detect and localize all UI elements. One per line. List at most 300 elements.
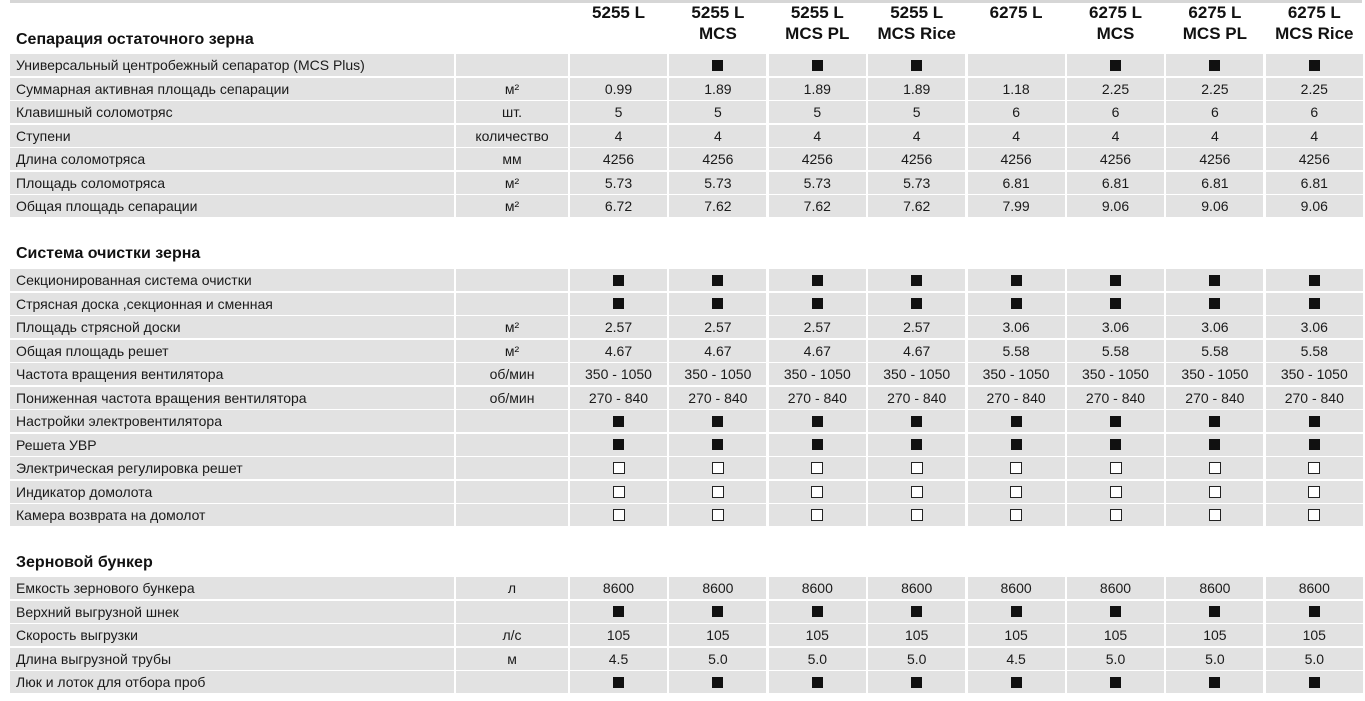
model-name-line1: 6275 L xyxy=(1188,3,1242,22)
value-cell xyxy=(868,410,965,432)
value-cell xyxy=(1166,481,1263,503)
standard-mark-icon xyxy=(1011,677,1022,688)
standard-mark-icon xyxy=(1309,677,1320,688)
value-cell xyxy=(868,54,965,76)
value-cell xyxy=(669,410,766,432)
value-cell: 4.67 xyxy=(669,340,766,362)
value-cell xyxy=(1266,269,1363,291)
value-cell: 1.89 xyxy=(669,78,766,100)
standard-mark-icon xyxy=(613,606,624,617)
row-label: Стрясная доска ,секционная и сменная xyxy=(10,293,454,315)
value-cell xyxy=(769,54,866,76)
value-cell xyxy=(968,54,1065,76)
row-label: Длина соломотряса xyxy=(10,148,454,170)
value-cell xyxy=(769,671,866,693)
model-name-line2: MCS xyxy=(699,24,737,43)
value-cell: 6.81 xyxy=(968,172,1065,194)
value-cell xyxy=(1067,457,1164,479)
value-cell: 5.73 xyxy=(868,172,965,194)
value-cell: 350 - 1050 xyxy=(1266,363,1363,385)
standard-mark-icon xyxy=(911,606,922,617)
value-cell xyxy=(570,269,667,291)
optional-mark-icon xyxy=(811,509,823,521)
value-cell xyxy=(968,504,1065,526)
table-row xyxy=(10,624,1362,646)
standard-mark-icon xyxy=(1110,416,1121,427)
standard-mark-icon xyxy=(1011,606,1022,617)
model-column-header xyxy=(1166,2,1263,44)
standard-mark-icon xyxy=(1309,60,1320,71)
value-cell: 4256 xyxy=(669,148,766,170)
row-label: Индикатор домолота xyxy=(10,481,454,503)
optional-mark-icon xyxy=(1209,486,1221,498)
model-name-line2: MCS PL xyxy=(785,24,850,43)
value-cell: 7.62 xyxy=(769,195,866,217)
value-cell xyxy=(868,601,965,623)
row-unit: м² xyxy=(456,78,568,100)
row-unit xyxy=(456,434,568,456)
value-cell xyxy=(1266,457,1363,479)
table-row xyxy=(10,101,1362,123)
value-cell: 5.73 xyxy=(769,172,866,194)
table-row xyxy=(10,387,1362,409)
value-cell: 5 xyxy=(769,101,866,123)
value-cell xyxy=(868,434,965,456)
standard-mark-icon xyxy=(812,606,823,617)
standard-mark-icon xyxy=(1011,416,1022,427)
value-cell xyxy=(570,54,667,76)
value-cell xyxy=(570,481,667,503)
table-row xyxy=(10,410,1362,432)
standard-mark-icon xyxy=(911,439,922,450)
value-cell: 5 xyxy=(570,101,667,123)
value-cell xyxy=(669,269,766,291)
optional-mark-icon xyxy=(1110,486,1122,498)
standard-mark-icon xyxy=(1011,298,1022,309)
row-label: Суммарная активная площадь сепарации xyxy=(10,78,454,100)
value-cell xyxy=(1067,504,1164,526)
value-cell xyxy=(1266,293,1363,315)
value-cell: 270 - 840 xyxy=(1266,387,1363,409)
model-name-line1: 5255 L xyxy=(890,3,944,22)
value-cell: 8600 xyxy=(1266,577,1363,599)
value-cell: 4 xyxy=(968,125,1065,147)
table-row xyxy=(10,577,1362,599)
value-cell: 2.57 xyxy=(868,316,965,338)
optional-mark-icon xyxy=(1308,509,1320,521)
value-cell: 6.81 xyxy=(1166,172,1263,194)
model-column-header xyxy=(1067,2,1164,44)
value-cell xyxy=(1166,410,1263,432)
optional-mark-icon xyxy=(613,462,625,474)
value-cell: 4 xyxy=(669,125,766,147)
model-name-line1: 5255 L xyxy=(592,3,645,22)
row-label: Площадь стрясной доски xyxy=(10,316,454,338)
value-cell: 350 - 1050 xyxy=(669,363,766,385)
standard-mark-icon xyxy=(712,60,723,71)
table-row xyxy=(10,293,1362,315)
value-cell: 350 - 1050 xyxy=(570,363,667,385)
table-row xyxy=(10,504,1362,526)
value-cell xyxy=(1067,481,1164,503)
value-cell: 270 - 840 xyxy=(1067,387,1164,409)
value-cell xyxy=(669,671,766,693)
row-unit xyxy=(456,457,568,479)
value-cell: 350 - 1050 xyxy=(968,363,1065,385)
optional-mark-icon xyxy=(1110,462,1122,474)
value-cell xyxy=(1266,671,1363,693)
value-cell xyxy=(868,504,965,526)
value-cell: 5 xyxy=(669,101,766,123)
value-cell: 105 xyxy=(1067,624,1164,646)
table-row xyxy=(10,269,1362,291)
standard-mark-icon xyxy=(613,416,624,427)
table-row xyxy=(10,78,1362,100)
value-cell xyxy=(1166,601,1263,623)
standard-mark-icon xyxy=(1209,275,1220,286)
optional-mark-icon xyxy=(613,509,625,521)
value-cell: 4 xyxy=(1266,125,1363,147)
model-name-line1: 6275 L xyxy=(1287,3,1341,22)
model-name-line2: MCS Rice xyxy=(877,24,956,43)
standard-mark-icon xyxy=(1110,298,1121,309)
value-cell: 5.0 xyxy=(669,648,766,670)
value-cell xyxy=(669,601,766,623)
standard-mark-icon xyxy=(1309,439,1320,450)
value-cell xyxy=(669,504,766,526)
value-cell: 6.72 xyxy=(570,195,667,217)
row-unit xyxy=(456,54,568,76)
value-cell xyxy=(868,457,965,479)
section-title: Система очистки зерна xyxy=(16,245,201,262)
value-cell: 5.73 xyxy=(669,172,766,194)
optional-mark-icon xyxy=(911,462,923,474)
value-cell xyxy=(968,269,1065,291)
value-cell xyxy=(769,504,866,526)
standard-mark-icon xyxy=(613,439,624,450)
value-cell: 2.57 xyxy=(769,316,866,338)
value-cell: 105 xyxy=(769,624,866,646)
value-cell: 2.57 xyxy=(570,316,667,338)
standard-mark-icon xyxy=(911,416,922,427)
value-cell xyxy=(570,293,667,315)
standard-mark-icon xyxy=(613,298,624,309)
standard-mark-icon xyxy=(911,298,922,309)
value-cell: 4256 xyxy=(868,148,965,170)
row-unit xyxy=(456,269,568,291)
value-cell xyxy=(1067,410,1164,432)
value-cell: 5 xyxy=(868,101,965,123)
optional-mark-icon xyxy=(811,462,823,474)
value-cell xyxy=(968,457,1065,479)
standard-mark-icon xyxy=(1110,60,1121,71)
standard-mark-icon xyxy=(712,677,723,688)
model-name-line1: 5255 L xyxy=(790,3,844,22)
value-cell xyxy=(868,671,965,693)
value-cell: 105 xyxy=(669,624,766,646)
value-cell: 2.25 xyxy=(1266,78,1363,100)
row-label: Длина выгрузной трубы xyxy=(10,648,454,670)
row-label: Настройки электровентилятора xyxy=(10,410,454,432)
value-cell: 9.06 xyxy=(1166,195,1263,217)
row-unit: м² xyxy=(456,316,568,338)
row-label: Емкость зернового бункера xyxy=(10,577,454,599)
model-column-header xyxy=(1266,2,1363,44)
value-cell xyxy=(769,293,866,315)
standard-mark-icon xyxy=(1110,606,1121,617)
value-cell: 5.58 xyxy=(968,340,1065,362)
value-cell: 6 xyxy=(968,101,1065,123)
value-cell: 7.99 xyxy=(968,195,1065,217)
standard-mark-icon xyxy=(812,60,823,71)
row-unit: мм xyxy=(456,148,568,170)
optional-mark-icon xyxy=(911,486,923,498)
row-label: Электрическая регулировка решет xyxy=(10,457,454,479)
row-unit: шт. xyxy=(456,101,568,123)
value-cell: 6 xyxy=(1266,101,1363,123)
value-cell: 270 - 840 xyxy=(669,387,766,409)
value-cell: 5.73 xyxy=(570,172,667,194)
row-unit: л xyxy=(456,577,568,599)
value-cell xyxy=(1067,54,1164,76)
table-row xyxy=(10,316,1362,338)
value-cell: 1.89 xyxy=(868,78,965,100)
model-column-header xyxy=(968,2,1065,23)
value-cell: 270 - 840 xyxy=(868,387,965,409)
standard-mark-icon xyxy=(613,677,624,688)
value-cell xyxy=(769,481,866,503)
standard-mark-icon xyxy=(712,606,723,617)
value-cell: 350 - 1050 xyxy=(1166,363,1263,385)
value-cell xyxy=(1067,671,1164,693)
value-cell: 3.06 xyxy=(1166,316,1263,338)
row-unit: об/мин xyxy=(456,363,568,385)
row-unit: м² xyxy=(456,172,568,194)
row-unit xyxy=(456,481,568,503)
value-cell: 2.57 xyxy=(669,316,766,338)
value-cell: 4256 xyxy=(769,148,866,170)
value-cell xyxy=(769,457,866,479)
standard-mark-icon xyxy=(1011,275,1022,286)
row-unit: м² xyxy=(456,340,568,362)
value-cell xyxy=(669,434,766,456)
model-column-header xyxy=(769,2,866,44)
value-cell: 350 - 1050 xyxy=(1067,363,1164,385)
row-label: Пониженная частота вращения вентилятора xyxy=(10,387,454,409)
value-cell: 105 xyxy=(1166,624,1263,646)
row-label: Ступени xyxy=(10,125,454,147)
optional-mark-icon xyxy=(811,486,823,498)
standard-mark-icon xyxy=(1309,606,1320,617)
optional-mark-icon xyxy=(1010,486,1022,498)
value-cell xyxy=(1166,54,1263,76)
value-cell xyxy=(669,457,766,479)
standard-mark-icon xyxy=(1011,439,1022,450)
table-row xyxy=(10,54,1362,76)
value-cell xyxy=(868,481,965,503)
row-label: Люк и лоток для отбора проб xyxy=(10,671,454,693)
value-cell: 3.06 xyxy=(1266,316,1363,338)
table-row xyxy=(10,648,1362,670)
value-cell xyxy=(1266,54,1363,76)
value-cell: 6 xyxy=(1067,101,1164,123)
value-cell xyxy=(669,54,766,76)
value-cell xyxy=(968,481,1065,503)
value-cell xyxy=(1266,410,1363,432)
value-cell: 4256 xyxy=(1266,148,1363,170)
value-cell xyxy=(1067,269,1164,291)
row-label: Общая площадь решет xyxy=(10,340,454,362)
row-label: Секционированная система очистки xyxy=(10,269,454,291)
value-cell xyxy=(1166,457,1263,479)
value-cell: 5.0 xyxy=(1166,648,1263,670)
value-cell xyxy=(1266,481,1363,503)
table-row xyxy=(10,363,1362,385)
value-cell: 4.67 xyxy=(868,340,965,362)
value-cell: 7.62 xyxy=(868,195,965,217)
value-cell: 3.06 xyxy=(1067,316,1164,338)
optional-mark-icon xyxy=(1308,462,1320,474)
row-label: Клавишный соломотряс xyxy=(10,101,454,123)
value-cell: 5.0 xyxy=(1266,648,1363,670)
section-title: Сепарация остаточного зерна xyxy=(16,31,254,48)
table-row xyxy=(10,601,1362,623)
value-cell xyxy=(570,410,667,432)
standard-mark-icon xyxy=(911,60,922,71)
model-column-header xyxy=(570,2,667,23)
value-cell xyxy=(1166,293,1263,315)
value-cell: 4256 xyxy=(968,148,1065,170)
value-cell: 5.58 xyxy=(1266,340,1363,362)
value-cell xyxy=(968,410,1065,432)
table-row xyxy=(10,125,1362,147)
row-label: Решета УВР xyxy=(10,434,454,456)
optional-mark-icon xyxy=(911,509,923,521)
value-cell: 5.0 xyxy=(769,648,866,670)
table-row xyxy=(10,340,1362,362)
row-label: Площадь соломотряса xyxy=(10,172,454,194)
value-cell xyxy=(968,434,1065,456)
standard-mark-icon xyxy=(812,275,823,286)
value-cell: 4 xyxy=(570,125,667,147)
model-name-line2: MCS PL xyxy=(1182,24,1247,43)
row-unit: количество xyxy=(456,125,568,147)
value-cell xyxy=(968,671,1065,693)
value-cell xyxy=(769,601,866,623)
row-unit: л/с xyxy=(456,624,568,646)
standard-mark-icon xyxy=(1110,677,1121,688)
value-cell: 4.67 xyxy=(769,340,866,362)
value-cell: 4.5 xyxy=(570,648,667,670)
value-cell xyxy=(570,671,667,693)
row-unit xyxy=(456,293,568,315)
row-unit: м xyxy=(456,648,568,670)
value-cell xyxy=(1266,601,1363,623)
value-cell: 4256 xyxy=(570,148,667,170)
value-cell: 4 xyxy=(868,125,965,147)
value-cell xyxy=(570,504,667,526)
value-cell xyxy=(1166,434,1263,456)
table-row xyxy=(10,195,1362,217)
value-cell: 4256 xyxy=(1166,148,1263,170)
value-cell xyxy=(669,293,766,315)
value-cell: 5.58 xyxy=(1067,340,1164,362)
row-unit xyxy=(456,601,568,623)
value-cell: 4.67 xyxy=(570,340,667,362)
value-cell xyxy=(1266,434,1363,456)
standard-mark-icon xyxy=(911,275,922,286)
standard-mark-icon xyxy=(1309,275,1320,286)
standard-mark-icon xyxy=(1209,298,1220,309)
value-cell: 8600 xyxy=(868,577,965,599)
row-unit: об/мин xyxy=(456,387,568,409)
value-cell xyxy=(1166,269,1263,291)
value-cell: 350 - 1050 xyxy=(769,363,866,385)
standard-mark-icon xyxy=(712,275,723,286)
table-row xyxy=(10,172,1362,194)
table-row xyxy=(10,148,1362,170)
standard-mark-icon xyxy=(812,298,823,309)
value-cell: 8600 xyxy=(570,577,667,599)
section-title: Зерновой бункер xyxy=(16,554,153,571)
standard-mark-icon xyxy=(1209,606,1220,617)
standard-mark-icon xyxy=(712,298,723,309)
standard-mark-icon xyxy=(613,275,624,286)
value-cell: 9.06 xyxy=(1067,195,1164,217)
value-cell xyxy=(1266,504,1363,526)
value-cell: 5.0 xyxy=(868,648,965,670)
value-cell: 105 xyxy=(570,624,667,646)
value-cell: 2.25 xyxy=(1166,78,1263,100)
row-unit xyxy=(456,410,568,432)
value-cell xyxy=(1166,671,1263,693)
value-cell: 105 xyxy=(968,624,1065,646)
value-cell: 270 - 840 xyxy=(570,387,667,409)
value-cell xyxy=(570,601,667,623)
standard-mark-icon xyxy=(911,677,922,688)
optional-mark-icon xyxy=(1010,462,1022,474)
value-cell: 3.06 xyxy=(968,316,1065,338)
value-cell: 1.18 xyxy=(968,78,1065,100)
value-cell: 1.89 xyxy=(769,78,866,100)
optional-mark-icon xyxy=(1010,509,1022,521)
model-name-line1: 6275 L xyxy=(989,3,1043,22)
value-cell: 350 - 1050 xyxy=(868,363,965,385)
value-cell xyxy=(769,410,866,432)
value-cell: 5.0 xyxy=(1067,648,1164,670)
model-name-line2: MCS Rice xyxy=(1275,24,1354,43)
value-cell xyxy=(868,293,965,315)
standard-mark-icon xyxy=(712,439,723,450)
optional-mark-icon xyxy=(613,486,625,498)
value-cell: 8600 xyxy=(1166,577,1263,599)
row-label: Частота вращения вентилятора xyxy=(10,363,454,385)
value-cell: 7.62 xyxy=(669,195,766,217)
value-cell: 5.58 xyxy=(1166,340,1263,362)
standard-mark-icon xyxy=(712,416,723,427)
model-name-line1: 5255 L xyxy=(691,3,745,22)
optional-mark-icon xyxy=(712,486,724,498)
standard-mark-icon xyxy=(1309,416,1320,427)
value-cell xyxy=(868,269,965,291)
row-label: Верхний выгрузной шнек xyxy=(10,601,454,623)
value-cell: 2.25 xyxy=(1067,78,1164,100)
optional-mark-icon xyxy=(1110,509,1122,521)
value-cell: 270 - 840 xyxy=(769,387,866,409)
value-cell: 9.06 xyxy=(1266,195,1363,217)
standard-mark-icon xyxy=(812,677,823,688)
row-unit xyxy=(456,504,568,526)
